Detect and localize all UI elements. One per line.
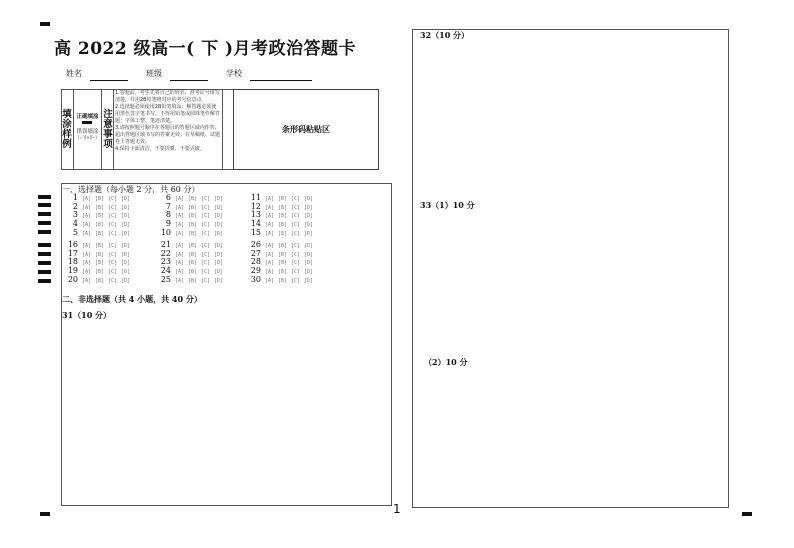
mc-option-bubble[interactable]: [C] [201, 243, 211, 249]
mc-question-row [155, 276, 227, 285]
correct-fill-label: 正确填涂 [76, 114, 99, 120]
mc-option-bubble[interactable]: [C] [201, 205, 211, 211]
mc-question-number: 11 [250, 193, 261, 202]
mc-option-bubble[interactable]: [D] [214, 243, 224, 249]
mc-option-bubble[interactable]: [A] [265, 222, 275, 228]
mc-option-bubble[interactable]: [C] [108, 269, 118, 275]
mc-option-bubble[interactable]: [A] [175, 213, 185, 219]
mc-option-bubble[interactable]: [D] [304, 231, 314, 237]
mc-option-bubble[interactable]: [A] [265, 252, 275, 258]
mc-option-bubble[interactable]: [A] [82, 231, 92, 237]
school-label: 学校 [226, 69, 242, 78]
mc-option-bubble[interactable]: [D] [214, 252, 224, 258]
mc-option-bubble[interactable]: [C] [291, 196, 301, 202]
mc-option-bubble[interactable]: [A] [82, 196, 92, 202]
mc-option-bubble[interactable]: [C] [201, 196, 211, 202]
mc-option-bubble[interactable]: [B] [188, 196, 198, 202]
mc-option-bubble[interactable]: [A] [265, 243, 275, 249]
mc-option-bubble[interactable]: [B] [278, 222, 288, 228]
mc-option-bubble[interactable]: [B] [95, 252, 105, 258]
mc-question-number: 5 [72, 228, 78, 237]
mc-option-bubble[interactable]: [A] [82, 269, 92, 275]
mc-option-bubble[interactable]: [C] [291, 213, 301, 219]
timing-mark [38, 261, 51, 265]
name-label: 姓名 [66, 69, 82, 78]
mc-option-bubble[interactable]: [D] [121, 278, 131, 284]
mc-question-number: 22 [160, 249, 171, 258]
mc-option-bubble[interactable]: [B] [188, 260, 198, 266]
mc-option-bubble[interactable]: [D] [121, 222, 131, 228]
mc-option-bubble[interactable]: [A] [175, 231, 185, 237]
timing-mark [38, 243, 51, 247]
mc-option-bubble[interactable]: [D] [121, 231, 131, 237]
mc-question-number: 15 [250, 228, 261, 237]
mc-option-bubble[interactable]: [B] [188, 205, 198, 211]
mc-option-bubble[interactable]: [D] [214, 205, 224, 211]
mc-question-number: 4 [72, 219, 78, 228]
mc-option-bubble[interactable]: [D] [214, 222, 224, 228]
mc-option-bubble[interactable]: [C] [291, 205, 301, 211]
mc-question-number: 9 [165, 219, 171, 228]
mc-option-bubble[interactable]: [A] [82, 243, 92, 249]
mc-option-bubble[interactable]: [B] [95, 222, 105, 228]
mc-option-bubble[interactable]: [C] [291, 260, 301, 266]
mc-question-number: 8 [165, 210, 171, 219]
mc-option-bubble[interactable]: [B] [188, 231, 198, 237]
mc-question-number: 30 [250, 275, 261, 284]
mc-option-bubble[interactable]: [B] [278, 243, 288, 249]
mc-option-bubble[interactable]: [C] [201, 278, 211, 284]
q33-1-label: 33（1）10 分 [420, 200, 475, 210]
mc-option-bubble[interactable]: [B] [188, 278, 198, 284]
mc-question-number: 10 [160, 228, 171, 237]
mc-option-bubble[interactable]: [A] [265, 205, 275, 211]
q32-answer-area[interactable] [414, 42, 727, 192]
mc-option-bubble[interactable]: [A] [82, 252, 92, 258]
mc-option-bubble[interactable]: [B] [278, 231, 288, 237]
mc-question-number: 1 [72, 193, 78, 202]
timing-mark [38, 212, 51, 216]
mc-option-bubble[interactable]: [C] [108, 205, 118, 211]
barcode-label: 条形码粘贴区 [282, 125, 330, 134]
mc-option-bubble[interactable]: [D] [304, 260, 314, 266]
mc-option-bubble[interactable]: [A] [265, 231, 275, 237]
mc-option-bubble[interactable]: [A] [175, 243, 185, 249]
mc-option-bubble[interactable]: [D] [304, 269, 314, 275]
mc-option-bubble[interactable]: [C] [201, 222, 211, 228]
mc-option-bubble[interactable]: [D] [121, 196, 131, 202]
mc-question-number: 25 [160, 275, 171, 284]
mc-option-bubble[interactable]: [B] [95, 205, 105, 211]
mc-option-bubble[interactable]: [D] [214, 269, 224, 275]
mc-option-bubble[interactable]: [C] [108, 243, 118, 249]
wrong-fill-label: 错误填涂 [76, 129, 99, 135]
mc-question-number: 12 [250, 202, 261, 211]
mc-option-bubble[interactable]: [A] [265, 213, 275, 219]
mc-question-number: 7 [165, 202, 171, 211]
mc-question-row [62, 229, 134, 238]
school-field[interactable] [250, 80, 312, 81]
wrong-fill-sample: [✓][✕][•] [78, 135, 97, 140]
name-field[interactable] [90, 80, 128, 81]
mc-option-bubble[interactable]: [C] [201, 213, 211, 219]
mc-option-bubble[interactable]: [B] [95, 260, 105, 266]
mc-question-number: 6 [165, 193, 171, 202]
mc-option-bubble[interactable]: [A] [82, 260, 92, 266]
mc-question-number: 2 [72, 202, 78, 211]
mc-question-number: 21 [160, 240, 171, 249]
mc-question-number: 17 [67, 249, 78, 258]
mc-option-bubble[interactable]: [D] [214, 260, 224, 266]
section1-title: 一、选择题（每小题 2 分，共 60 分） [62, 185, 200, 194]
mc-option-bubble[interactable]: [D] [304, 252, 314, 258]
mc-question-number: 27 [250, 249, 261, 258]
mc-option-bubble[interactable]: [A] [82, 278, 92, 284]
mc-option-bubble[interactable]: [C] [108, 231, 118, 237]
class-label: 班级 [146, 69, 162, 78]
mc-option-bubble[interactable]: [D] [214, 231, 224, 237]
page-number: 1 [393, 502, 401, 516]
mc-option-bubble[interactable]: [D] [304, 196, 314, 202]
mc-option-bubble[interactable]: [A] [175, 252, 185, 258]
mc-question-number: 13 [250, 210, 261, 219]
mc-question-number: 29 [250, 266, 261, 275]
mc-option-bubble[interactable]: [A] [82, 222, 92, 228]
q33-2-answer-area[interactable] [414, 369, 727, 506]
mc-option-bubble[interactable]: [C] [108, 222, 118, 228]
mc-option-bubble[interactable]: [B] [95, 213, 105, 219]
mc-option-bubble[interactable]: [B] [278, 252, 288, 258]
timing-mark [38, 203, 51, 207]
mc-option-bubble[interactable]: [A] [175, 205, 185, 211]
mc-option-bubble[interactable]: [B] [188, 269, 198, 275]
timing-mark [38, 195, 51, 199]
mc-option-bubble[interactable]: [B] [188, 252, 198, 258]
timing-mark [38, 279, 51, 283]
mc-option-bubble[interactable]: [D] [304, 222, 314, 228]
notice-line: 1.答题前，考生先将自己的姓名、准考证号填写清楚，并用2B铅笔将对应的考号信息点。 [115, 90, 220, 103]
mc-question-number: 16 [67, 240, 78, 249]
mc-option-bubble[interactable]: [D] [304, 278, 314, 284]
timing-mark [38, 221, 51, 225]
class-field[interactable] [170, 80, 208, 81]
mc-option-bubble[interactable]: [C] [291, 231, 301, 237]
mc-option-bubble[interactable]: [D] [121, 243, 131, 249]
mc-option-bubble[interactable]: [C] [108, 213, 118, 219]
q31-label: 31（10 分） [62, 310, 112, 320]
notice-line: 3.请按照题号顺序在各题目的答题区域内作答，超出答题区域书写的答案无效；在草稿纸、试题卷上答题无效。 [115, 125, 221, 145]
page-title: 高 2022 级高一( 下 )月考政治答题卡 [53, 39, 357, 59]
mc-option-bubble[interactable]: [B] [278, 205, 288, 211]
mc-option-bubble[interactable]: [D] [304, 205, 314, 211]
mc-option-bubble[interactable]: [D] [121, 252, 131, 258]
mc-option-bubble[interactable]: [A] [175, 278, 185, 284]
mc-option-bubble[interactable]: [A] [265, 260, 275, 266]
mc-option-bubble[interactable]: [B] [95, 196, 105, 202]
mc-option-bubble[interactable]: [A] [175, 269, 185, 275]
mc-question-row [155, 229, 227, 238]
correct-fill-sample [82, 121, 92, 124]
mc-option-bubble[interactable]: [D] [121, 260, 131, 266]
corner-mark-bottom-left [40, 512, 50, 516]
mc-option-bubble[interactable]: [A] [175, 260, 185, 266]
mc-question-number: 23 [160, 257, 171, 266]
mc-option-bubble[interactable]: [A] [82, 213, 92, 219]
mc-option-bubble[interactable]: [B] [278, 196, 288, 202]
mc-option-bubble[interactable]: [C] [291, 243, 301, 249]
mc-question-row [245, 229, 317, 238]
mc-option-bubble[interactable]: [D] [304, 213, 314, 219]
mc-option-bubble[interactable]: [B] [95, 243, 105, 249]
notice-line: 4.保持卡面清洁，不要折叠、不要弄破。 [115, 146, 205, 152]
mc-question-row [62, 276, 134, 285]
mc-option-bubble[interactable]: [C] [291, 278, 301, 284]
mc-option-bubble[interactable]: [C] [291, 222, 301, 228]
mc-option-bubble[interactable]: [B] [188, 213, 198, 219]
mc-option-bubble[interactable]: [C] [108, 196, 118, 202]
q32-label: 32（10 分） [420, 30, 470, 40]
mc-option-bubble[interactable]: [A] [82, 205, 92, 211]
mc-option-bubble[interactable]: [D] [214, 278, 224, 284]
mc-question-row [245, 276, 317, 285]
mc-question-number: 28 [250, 257, 261, 266]
mc-option-bubble[interactable]: [B] [278, 278, 288, 284]
mc-option-bubble[interactable]: [B] [188, 222, 198, 228]
mc-option-bubble[interactable]: [A] [265, 269, 275, 275]
mc-option-bubble[interactable]: [B] [95, 269, 105, 275]
mc-option-bubble[interactable]: [A] [175, 196, 185, 202]
corner-mark-top-left [40, 22, 50, 26]
fill-sample-label: 填涂样例 [62, 109, 72, 150]
mc-option-bubble[interactable]: [B] [278, 213, 288, 219]
mc-question-number: 26 [250, 240, 261, 249]
mc-option-bubble[interactable]: [C] [108, 260, 118, 266]
q31-answer-area[interactable] [62, 322, 390, 504]
mc-option-bubble[interactable]: [D] [121, 213, 131, 219]
mc-option-bubble[interactable]: [B] [278, 269, 288, 275]
mc-option-bubble[interactable]: [B] [278, 260, 288, 266]
mc-option-bubble[interactable]: [D] [121, 205, 131, 211]
mc-option-bubble[interactable]: [C] [108, 278, 118, 284]
q33-1-answer-area[interactable] [414, 212, 727, 352]
mc-option-bubble[interactable]: [D] [214, 196, 224, 202]
mc-option-bubble[interactable]: [C] [291, 269, 301, 275]
mc-question-number: 20 [67, 275, 78, 284]
mc-option-bubble[interactable]: [D] [121, 269, 131, 275]
q33-2-label: （2）10 分 [424, 357, 468, 367]
notice-label: 注意事项 [103, 109, 113, 150]
timing-mark [38, 270, 51, 274]
mc-option-bubble[interactable]: [C] [201, 231, 211, 237]
notice-list [115, 90, 220, 153]
mc-option-bubble[interactable]: [C] [291, 252, 301, 258]
corner-mark-bottom-right [742, 512, 752, 516]
mc-option-bubble[interactable]: [C] [108, 252, 118, 258]
mc-option-bubble[interactable]: [C] [201, 260, 211, 266]
mc-question-number: 19 [67, 266, 78, 275]
mc-option-bubble[interactable]: [A] [265, 196, 275, 202]
mc-option-bubble[interactable]: [C] [201, 269, 211, 275]
timing-mark [38, 252, 51, 256]
mc-question-number: 18 [67, 257, 78, 266]
mc-question-number: 24 [160, 266, 171, 275]
mc-option-bubble[interactable]: [B] [188, 243, 198, 249]
mc-option-bubble[interactable]: [B] [95, 278, 105, 284]
mc-option-bubble[interactable]: [A] [265, 278, 275, 284]
mc-question-number: 3 [72, 210, 78, 219]
mc-option-bubble[interactable]: [B] [95, 231, 105, 237]
timing-mark [38, 230, 51, 234]
mc-option-bubble[interactable]: [A] [175, 222, 185, 228]
mc-option-bubble[interactable]: [D] [214, 213, 224, 219]
notice-line: 2.选择题必须使用2B铅笔填涂；解答题必须使用黑色签字笔书写，不得用铅笔或圆珠笔作解答题；字体工整、笔迹清楚。 [115, 104, 221, 124]
mc-option-bubble[interactable]: [C] [201, 252, 211, 258]
mc-option-bubble[interactable]: [D] [304, 243, 314, 249]
section2-title: 二、非选择题（共 4 小题，共 40 分） [62, 294, 202, 304]
mc-question-number: 14 [250, 219, 261, 228]
